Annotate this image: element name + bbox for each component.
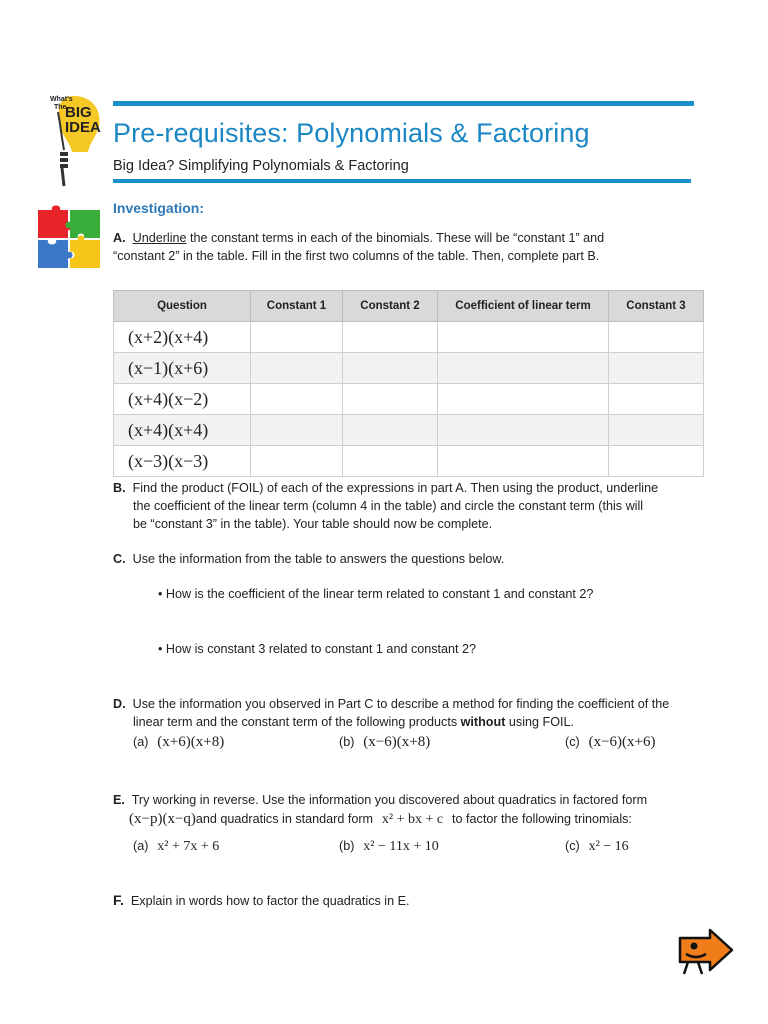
logo-text-the: The [54,104,67,111]
answer-cell[interactable] [251,415,343,446]
bullet-icon: • [158,587,163,601]
mascot-arrow-icon [676,928,736,978]
answer-cell[interactable] [343,384,438,415]
part-c-label: C. [113,552,126,566]
table-row [114,353,704,384]
part-e-mid: and quadratics in standard form [195,812,374,826]
logo-text-big: BIG [65,104,92,121]
part-d-without: without [460,715,506,729]
header-bottom-rule [113,179,691,183]
answer-cell[interactable] [609,415,704,446]
part-a-text-line1: the constant terms in each of the binomials. These will be “constant 1” and [186,231,605,245]
answer-cell[interactable] [438,384,609,415]
answer-cell[interactable] [343,415,438,446]
logo-text-idea: IDEA [65,119,101,136]
item-label: (c) [565,839,580,853]
part-a-text-line2: “constant 2” in the table. Fill in the first two columns of the table. Then, complete part B. [113,249,600,263]
part-d [113,695,743,731]
item-expression: x² − 16 [588,839,629,854]
answer-cell[interactable] [251,384,343,415]
part-e-line2 [129,810,632,828]
factored-form-expression: (x−p)(x−q) [129,811,196,827]
part-d-label: D. [113,697,126,711]
answer-cell[interactable] [343,446,438,477]
col-header-constant1: Constant 1 [251,291,343,322]
table-row [114,446,704,477]
underline-word: Underline [132,231,187,245]
item-label: (a) [133,839,149,853]
part-c-bullet-2 [158,642,476,656]
answer-cell[interactable] [609,384,704,415]
part-d-item-c [565,733,655,751]
bullet-1-text: How is the coefficient of the linear term related to constant 1 and constant 2? [165,587,594,601]
part-e-item-c [565,837,629,855]
col-header-constant3: Constant 3 [609,291,704,322]
question-cell: (x−1)(x+6) [114,353,251,384]
part-e-line1: Try working in reverse. Use the information you discovered about quadratics in factored form [131,793,648,807]
part-e-item-a [133,837,219,855]
item-expression: (x+6)(x+8) [157,734,225,750]
answer-cell[interactable] [251,446,343,477]
item-expression: x² + 7x + 6 [157,839,220,854]
part-d-item-a [133,733,224,751]
item-expression: x² − 11x + 10 [363,839,439,854]
item-expression: (x−6)(x+8) [363,734,431,750]
col-header-linear-coefficient: Coefficient of linear term [438,291,609,322]
table-row [114,415,704,446]
part-e-label: E. [113,793,125,807]
answer-cell[interactable] [438,415,609,446]
question-cell: (x+4)(x+4) [114,415,251,446]
answer-cell[interactable] [343,353,438,384]
constants-table [113,290,704,477]
table-row [114,322,704,353]
part-d-line2a: linear term and the constant term of the following products [133,715,461,729]
part-a [113,229,713,265]
investigation-heading: Investigation: [113,200,205,216]
part-d-line2c: using FOIL. [505,715,574,729]
part-e [113,791,647,809]
part-b [113,479,733,533]
answer-cell[interactable] [438,322,609,353]
part-c [113,550,504,568]
standard-form-expression: x² + bx + c [381,812,444,827]
answer-cell[interactable] [343,322,438,353]
page-title: Pre-requisites: Polynomials & Factoring [113,118,590,148]
part-d-line1: Use the information you observed in Part C to describe a method for finding the coefficient of the [132,697,670,711]
part-b-line1: Find the product (FOIL) of each of the expressions in part A. Then using the product, underline [132,481,659,495]
puzzle-icon [34,204,104,272]
big-idea-logo [44,90,110,190]
part-f [113,891,410,910]
part-e-item-b [339,837,439,855]
col-header-constant2: Constant 2 [343,291,438,322]
part-c-bullet-1 [158,587,593,601]
answer-cell[interactable] [609,322,704,353]
answer-cell[interactable] [251,322,343,353]
answer-cell[interactable] [609,353,704,384]
item-label: (a) [133,735,149,749]
part-a-label: A. [113,231,126,245]
part-e-end: to factor the following trinomials: [452,812,632,826]
bullet-2-text: How is constant 3 related to constant 1 and constant 2? [165,642,477,656]
logo-text-whats: What's [50,96,73,103]
answer-cell[interactable] [609,446,704,477]
part-b-line3: be “constant 3” in the table). Your table should now be complete. [133,517,493,531]
header-top-rule [113,101,694,106]
bullet-icon: • [158,642,163,656]
answer-cell[interactable] [438,446,609,477]
col-header-question: Question [114,291,251,322]
part-f-label: F. [113,892,124,908]
item-label: (c) [565,735,580,749]
item-label: (b) [339,839,355,853]
answer-cell[interactable] [438,353,609,384]
item-expression: (x−6)(x+6) [588,734,656,750]
part-c-text: Use the information from the table to answers the questions below. [132,552,505,566]
part-d-item-b [339,733,430,751]
page-subtitle: Big Idea? Simplifying Polynomials & Factoring [113,158,409,174]
part-b-label: B. [113,481,126,495]
question-cell: (x−3)(x−3) [114,446,251,477]
question-cell: (x+2)(x+4) [114,322,251,353]
answer-cell[interactable] [251,353,343,384]
table-row [114,384,704,415]
question-cell: (x+4)(x−2) [114,384,251,415]
item-label: (b) [339,735,355,749]
part-b-line2: the coefficient of the linear term (column 4 in the table) and circle the constant term (this will [133,499,644,513]
part-f-text: Explain in words how to factor the quadratics in E. [130,894,410,908]
table-header-row [114,291,704,322]
